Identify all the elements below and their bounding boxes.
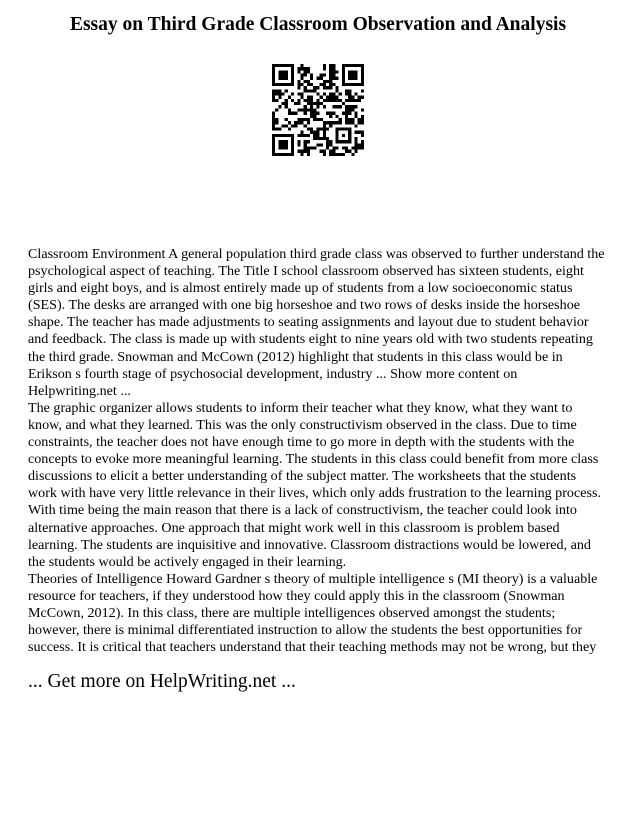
get-more-link[interactable]: ... Get more on HelpWriting.net ... [28,671,296,693]
essay-body [28,246,608,656]
qr-code-container [28,64,608,162]
essay-paragraph: Classroom Environment A general population third grade class was observed to further understand the psychological aspect of teaching. The Title I school classroom observed has sixteen students, eight girls and eight boys, and is almost entirely made up of students from a low socioeconomic status (SES). The desks are arranged with one big horseshoe and two rows of desks inside the horseshoe shape. The teacher has made adjustments to seating assignments and layout due to student behavior and feedback. The class is made up with students eight to nine years old with two students repeating the third grade. Snowman and McCown (2012) highlight that students in this class would be in Erikson s fourth stage of psychosocial development, industry ... Show more content on Helpwriting.net ... [28,246,605,399]
page-title: Essay on Third Grade Classroom Observation and Analysis [69,14,567,35]
essay-paragraph: The graphic organizer allows students to inform their teacher what they know, what they want to know, and what they learned. This was the only constructivism observed in the class. Due to time constraints, the teacher does not have enough time to go more in depth with the students with the concepts to evoke more meaningful learning. The students in this class could benefit from more class discussions to elicit a better understanding of the subject matter. The worksheets that the students work with have very little relevance in their lives, which only adds frustration to the learning process. With time being the main reason that there is a lack of constructivism, the teacher could look into alternative approaches. One approach that might work well in this classroom is problem based learning. The students are inquisitive and innovative. Classroom distractions would be lowered, and the students would be actively engaged in their learning. [28,399,601,570]
qr-code-icon [272,64,364,156]
essay-paragraph: Theories of Intelligence Howard Gardner s theory of multiple intelligence s (MI theory) is a valuable resource for teachers, if they understood how they could apply this in the classroom (Snowman McCown, 2012). In this class, there are multiple intelligences observed amongst the students; however, there is minimal differentiated instruction to allow the students the best opportunities for success. It is critical that teachers understand that their teaching methods may not be wrong, but they [28,570,598,656]
